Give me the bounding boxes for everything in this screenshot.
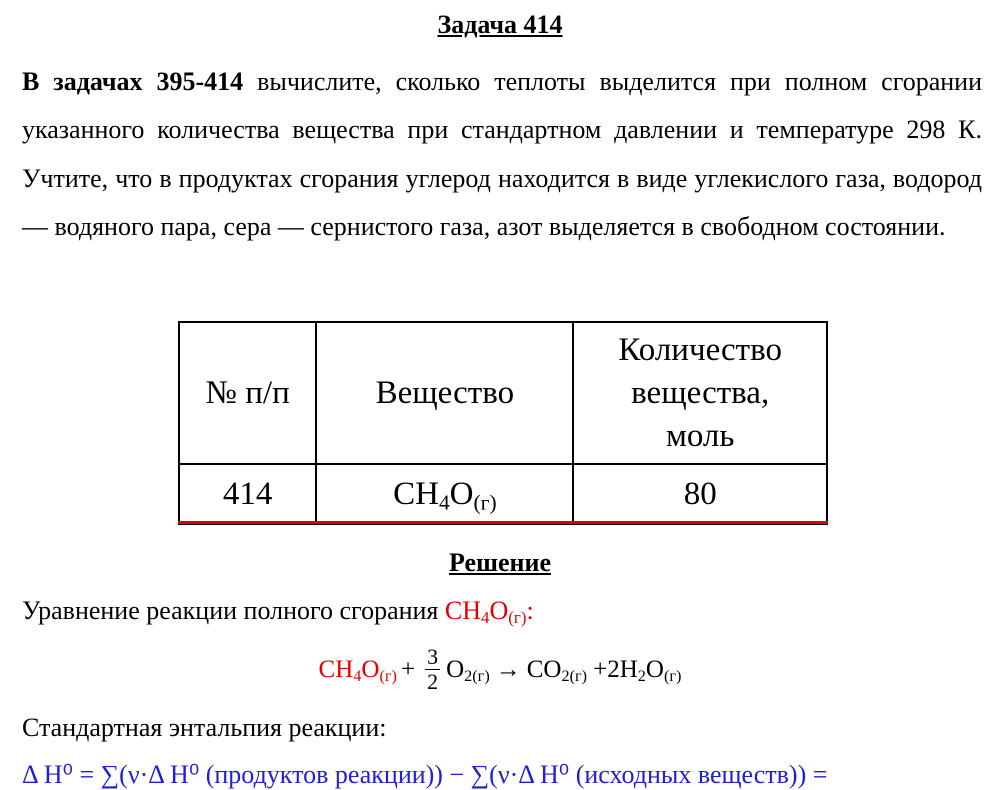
substance-mid: O xyxy=(449,475,474,512)
cell-substance xyxy=(316,464,573,524)
fraction-numerator: 3 xyxy=(427,644,439,669)
table-row xyxy=(179,464,827,524)
solution-heading: Решение xyxy=(448,548,552,577)
problem-bold-lead: В задачах 395-414 xyxy=(22,67,244,96)
fraction-denominator: 2 xyxy=(427,669,439,694)
substance-sub2: (г) xyxy=(473,489,497,514)
table-bottom-red-rule xyxy=(178,521,828,524)
cell-amount: 80 xyxy=(573,464,827,524)
coefficient-fraction xyxy=(425,645,440,694)
header-amount xyxy=(573,322,827,464)
cell-number: 414 xyxy=(179,464,316,524)
header-substance: Вещество xyxy=(316,322,573,464)
combustion-equation xyxy=(0,645,1000,694)
equation-plus1: + xyxy=(400,655,416,683)
equation-intro-text: Уравнение реакции полного сгорания xyxy=(22,596,445,625)
header-number: № п/п xyxy=(179,322,316,464)
equation-intro-substance: $CH_4O_{(г)}$ xyxy=(444,596,527,628)
substance-table xyxy=(178,321,828,525)
substance-base: CH xyxy=(393,475,439,512)
equation-arrow: → xyxy=(495,655,521,683)
equation-plus2: +2 xyxy=(593,655,620,683)
enthalpy-formula: Δ H⁰ = ∑(ν·Δ H⁰ (продуктов реакции)) − ∑(ν·Δ H⁰ (исходных веществ)) = xyxy=(22,760,828,789)
equation-intro-colon: : xyxy=(526,596,534,625)
task-title: Задача 414 xyxy=(437,10,563,39)
header-amount-text: Количество вещества, моль xyxy=(618,331,782,454)
substance-sub1: 4 xyxy=(438,489,450,514)
std-enthalpy-label: Стандартная энтальпия реакции: xyxy=(22,713,387,742)
equation-reactant1: $CH_4O_{(г)}$ xyxy=(318,655,397,685)
problem-body: вычислите, сколько теплоты выделится при полном сгорании указанного количества вещества при стандартном давлении и температуре 298 К. Учтите, что в продуктах сгорания углерод находится в виде углекислого газа, водород — водяного пара, сера — сернистого газа, азот выделяется в свободном состоянии. xyxy=(22,67,982,241)
problem-text xyxy=(22,58,982,251)
equation-product2: $H_2O_{(г)}$ xyxy=(619,655,682,685)
equation-reactant2: $O_{2(г)}$ xyxy=(446,655,490,685)
equation-product1: $CO_{2(г)}$ xyxy=(526,655,588,685)
table-header-row xyxy=(179,322,827,464)
equation-intro xyxy=(22,596,534,626)
